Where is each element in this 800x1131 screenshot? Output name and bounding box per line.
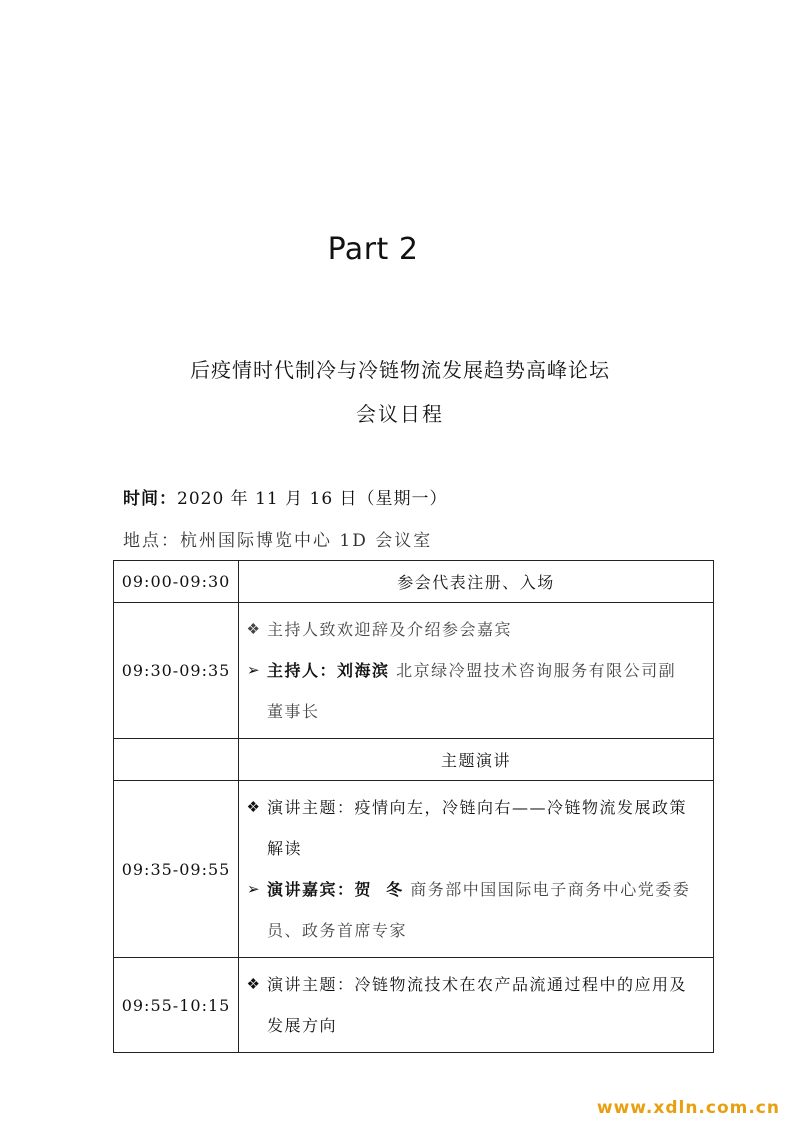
- item-text: 演讲主题：冷链物流技术在农产品流通过程中的应用及: [267, 975, 688, 994]
- item-text: 演讲主题：疫情向左，冷链向右——冷链物流发展政策: [267, 798, 688, 817]
- place-value: 杭州国际博览中心 1D 会议室: [180, 531, 433, 551]
- time-cell: 09:35-09:55: [114, 781, 239, 958]
- content-cell: [239, 603, 714, 739]
- diamond-bullet-icon: ❖: [246, 798, 262, 816]
- time-cell: 09:55-10:15: [114, 958, 239, 1053]
- time-cell: [114, 739, 239, 781]
- content-cell: [239, 958, 714, 1053]
- speaker-name: 贺 冬: [354, 880, 404, 899]
- speaker-title: 商务部中国国际电子商务中心党委委: [410, 880, 691, 899]
- section-heading: 主题演讲: [239, 739, 714, 781]
- content-cell: [239, 781, 714, 958]
- item-text-cont: 发展方向: [267, 1016, 338, 1035]
- content-cell: 参会代表注册、入场: [239, 561, 714, 603]
- time-cell: 09:00-09:30: [114, 561, 239, 603]
- part-heading: Part 2: [327, 232, 419, 267]
- diamond-bullet-icon: ❖: [246, 975, 262, 993]
- forum-title: 后疫情时代制冷与冷链物流发展趋势高峰论坛: [190, 358, 610, 382]
- host-label: 主持人：: [267, 661, 338, 680]
- list-item: [241, 869, 707, 910]
- speaker-label: 演讲嘉宾：: [267, 880, 355, 899]
- place-label: 地点：: [123, 531, 180, 551]
- list-item: [241, 787, 707, 828]
- item-text: 主持人致欢迎辞及介绍参会嘉宾: [267, 620, 513, 639]
- arrow-bullet-icon: ➢: [246, 661, 262, 679]
- list-item: [241, 609, 707, 650]
- time-line: [123, 484, 448, 509]
- table-row: [114, 958, 714, 1053]
- table-row: [114, 781, 714, 958]
- watermark-url: www.xdln.com.cn: [596, 1098, 780, 1118]
- host-name: 刘海滨: [337, 661, 390, 680]
- host-title-cont: 董事长: [267, 702, 320, 721]
- place-line: [123, 526, 432, 551]
- table-row: [114, 561, 714, 603]
- schedule-title: 会议日程: [356, 402, 444, 426]
- host-title: 北京绿冷盟技术咨询服务有限公司副: [396, 661, 677, 680]
- table-row: [114, 603, 714, 739]
- schedule-table: [113, 560, 714, 1053]
- list-item: [241, 650, 707, 691]
- time-value: 2020 年 11 月 16 日（星期一）: [177, 489, 448, 509]
- speaker-title-cont: 员、政务首席专家: [267, 921, 408, 940]
- item-text-cont: 解读: [267, 839, 303, 858]
- arrow-bullet-icon: ➢: [246, 880, 262, 898]
- table-row: [114, 739, 714, 781]
- list-item: [241, 964, 707, 1005]
- diamond-bullet-icon: ❖: [246, 620, 262, 638]
- time-cell: 09:30-09:35: [114, 603, 239, 739]
- time-label: 时间：: [123, 489, 177, 509]
